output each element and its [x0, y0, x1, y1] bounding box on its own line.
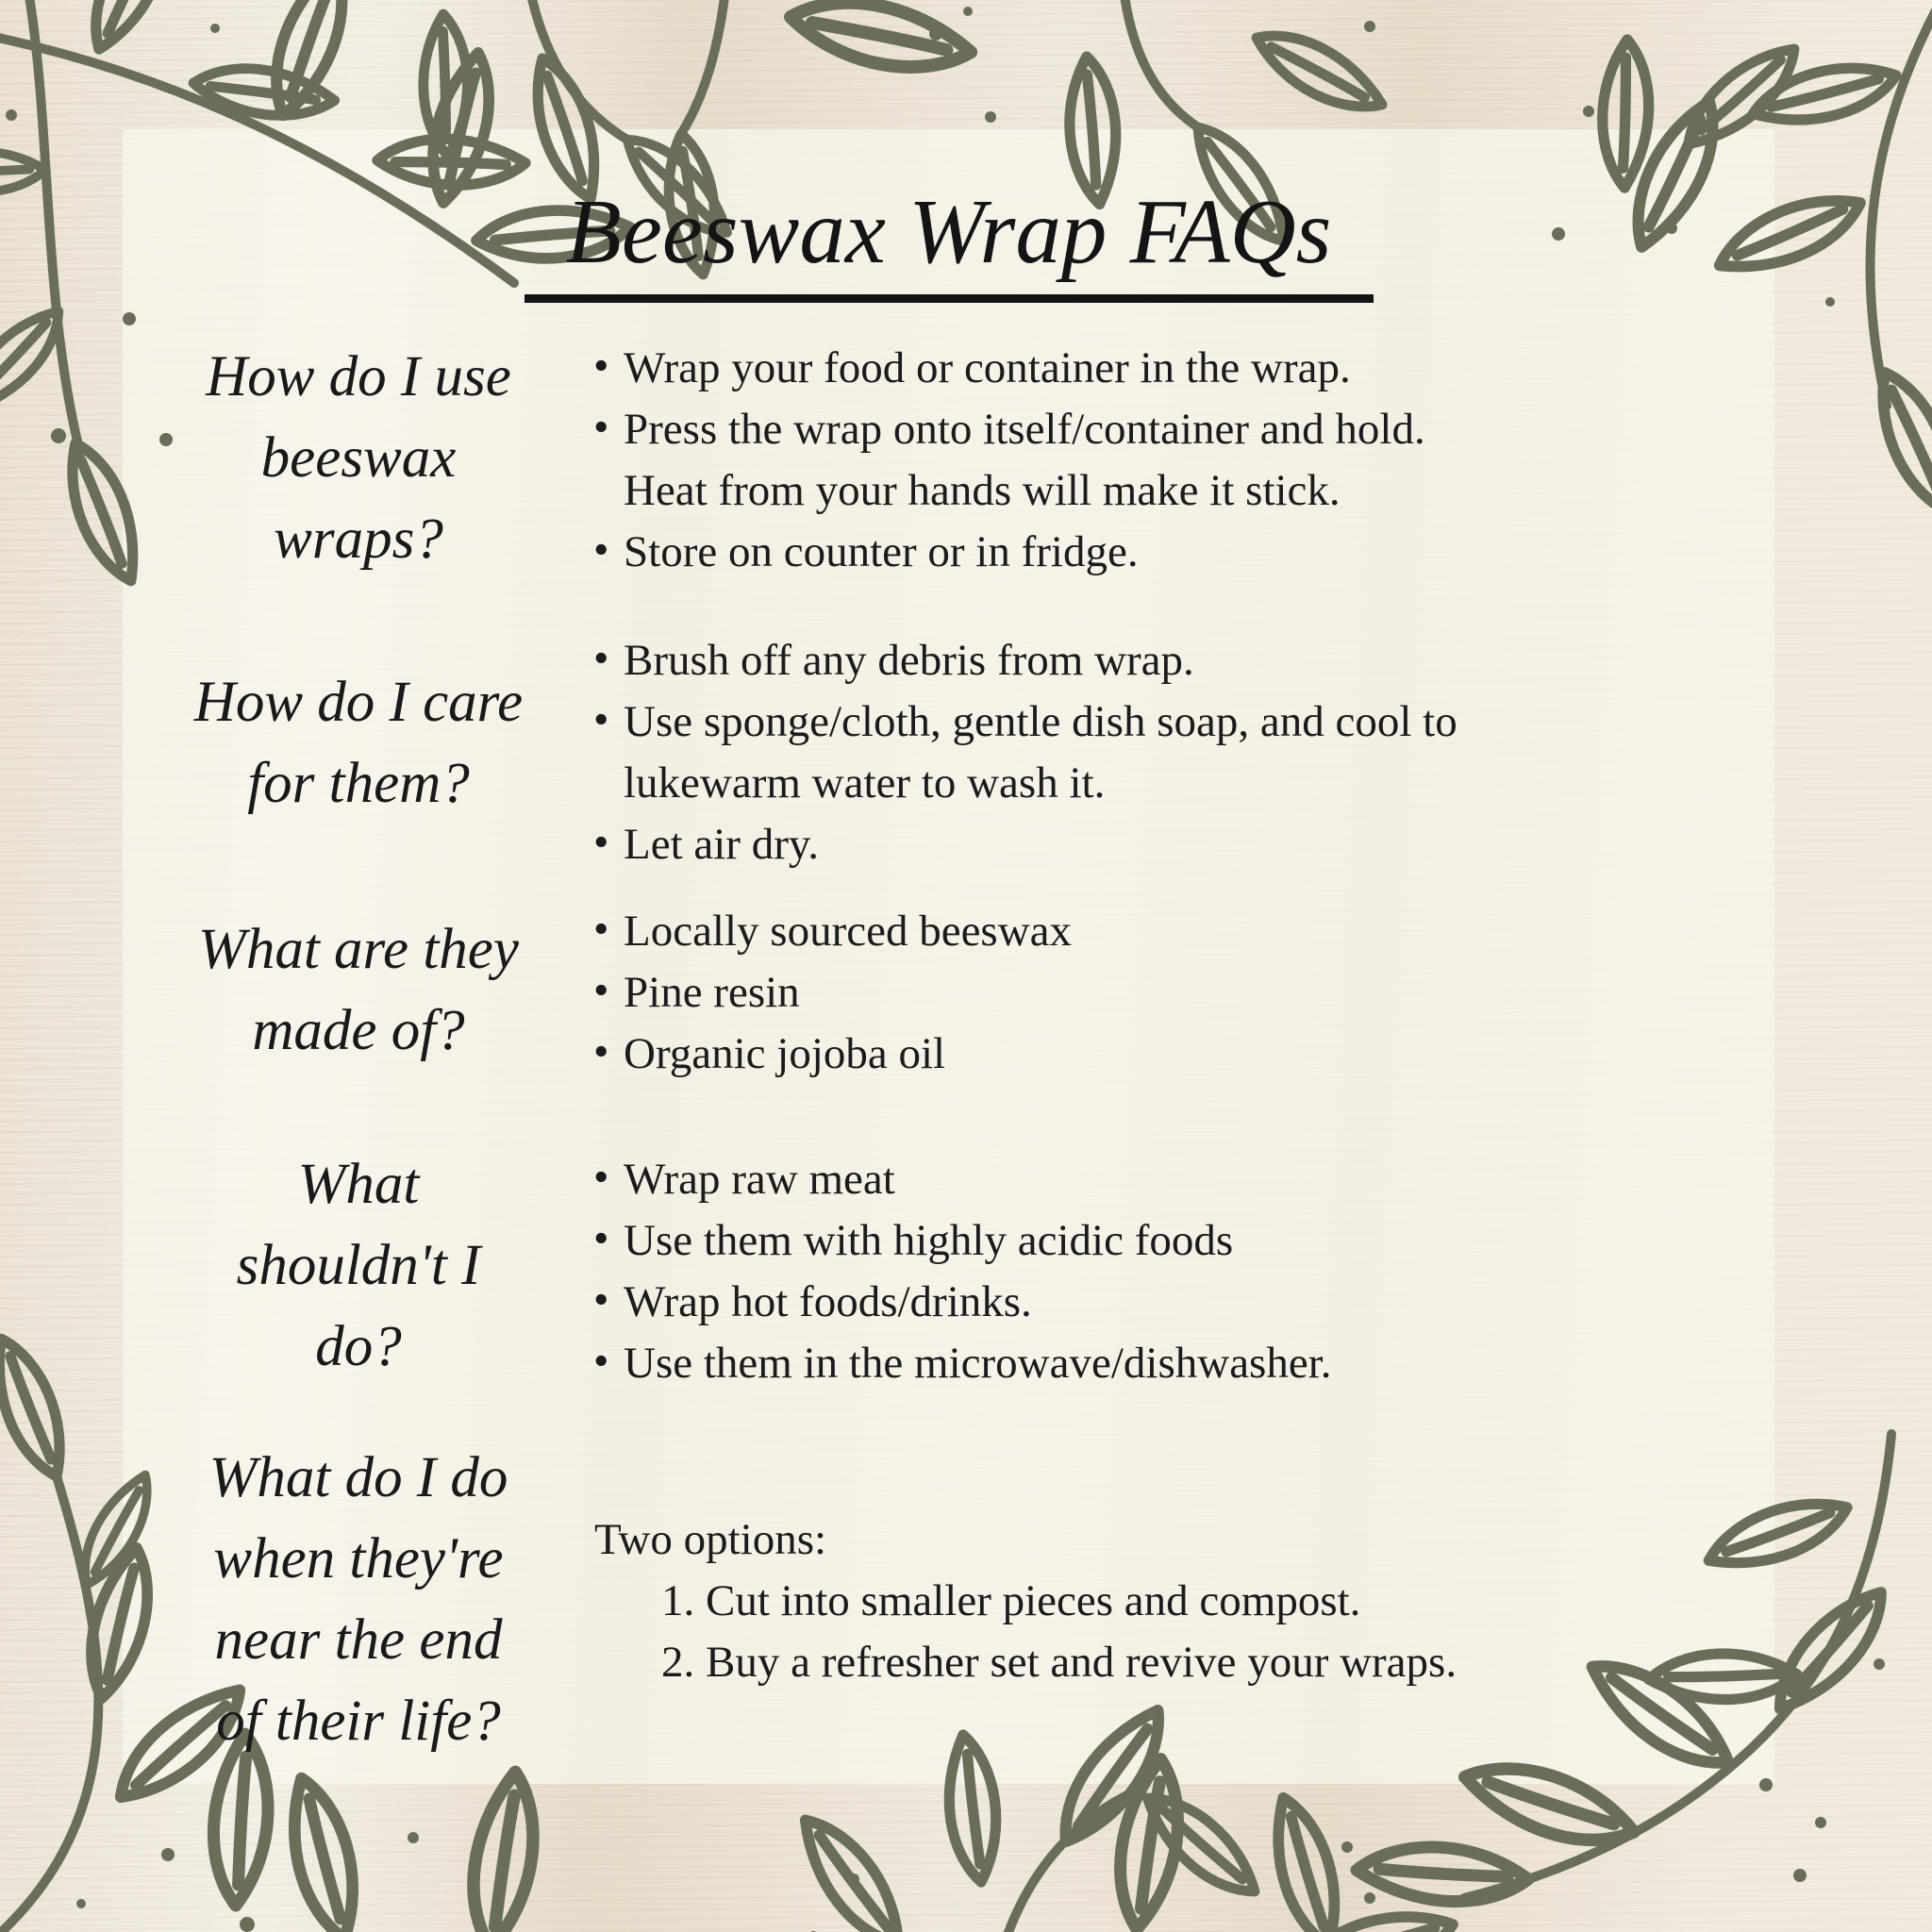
answer-line: • Wrap hot foods/drinks. [580, 1272, 1778, 1333]
answer-line: 2. Buy a refresher set and revive your wraps. [661, 1638, 1457, 1687]
question-line: What do I do [208, 1446, 508, 1509]
answer-line: • Organic jojoba oil [580, 1024, 1778, 1085]
question-line: when they're [213, 1527, 504, 1591]
page-title-block [123, 179, 1774, 303]
faq-question-end-of-life [137, 1438, 580, 1762]
answer-line: • Store on counter or in fridge. [580, 522, 1778, 583]
question-line: of their life? [216, 1690, 501, 1753]
answer-line: • Pine resin [580, 962, 1778, 1024]
faq-answer-end-of-life [580, 1509, 1778, 1693]
answer-line: • Brush off any debris from wrap. [580, 630, 1778, 691]
question-line: How do I use [206, 345, 511, 408]
question-line: for them? [247, 752, 470, 815]
page-title: Beeswax Wrap FAQs [565, 181, 1332, 282]
faq-question-donts [137, 1144, 580, 1388]
answer-line: 1. Cut into smaller pieces and compost. [661, 1576, 1361, 1625]
answer-line: • Let air dry. [580, 814, 1778, 875]
question-line: How do I care [193, 671, 524, 734]
question-line: near the end [214, 1608, 503, 1672]
answer-line: Two options: [594, 1515, 827, 1564]
faq-question-care [137, 662, 580, 824]
answer-line: • Locally sourced beeswax [580, 901, 1778, 962]
question-line: What [297, 1153, 420, 1216]
answer-line: • Wrap raw meat [580, 1149, 1778, 1210]
answer-line: • Use sponge/cloth, gentle dish soap, and cool to [580, 691, 1778, 753]
title-underline [525, 294, 1374, 303]
faq-answer-ingredients [580, 901, 1778, 1085]
question-line: shouldn't I [236, 1234, 481, 1297]
answer-line: • Use them in the microwave/dishwasher. [580, 1333, 1778, 1394]
answer-line: lukewarm water to wash it. [624, 758, 1106, 808]
faq-answer-how-to-use [580, 338, 1778, 583]
faq-answer-donts [580, 1149, 1778, 1394]
faq-question-ingredients [137, 909, 580, 1072]
faq-answer-care [580, 630, 1778, 875]
question-line: What are they [198, 918, 519, 981]
answer-line: Heat from your hands will make it stick. [624, 466, 1341, 515]
question-line: do? [315, 1315, 402, 1378]
question-line: beeswax [260, 426, 457, 490]
answer-line: • Use them with highly acidic foods [580, 1210, 1778, 1272]
faq-question-how-to-use [137, 337, 580, 580]
answer-line: • Press the wrap onto itself/container and hold. [580, 399, 1778, 460]
question-line: wraps? [274, 508, 443, 571]
question-line: made of? [252, 999, 465, 1062]
answer-line: • Wrap your food or container in the wrap. [580, 338, 1778, 399]
